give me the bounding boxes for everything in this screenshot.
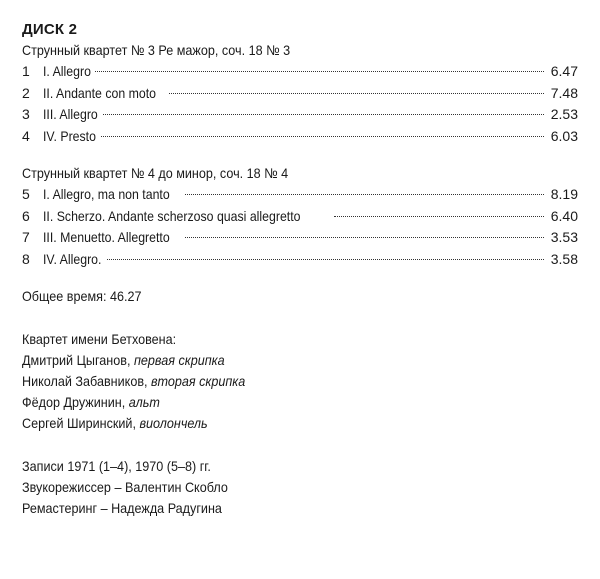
dot-leader: [103, 114, 544, 115]
track-title: II. Scherzo. Andante scherzoso quasi allegretto: [43, 207, 301, 224]
track-number: 2: [22, 84, 30, 101]
ensemble-title: Квартет имени Бетховена:: [22, 331, 177, 347]
tracklist: [22, 61, 578, 147]
booklet-page: [22, 20, 578, 519]
work-title: Струнный квартет № 3 Ре мажор, соч. 18 № 3: [22, 42, 291, 58]
track-title: III. Menuetto. Allegretto: [43, 229, 170, 245]
performer-line: [22, 392, 522, 413]
dot-leader: [185, 194, 544, 195]
performer-line: [22, 413, 522, 434]
total-time: Общее время: 46.27: [22, 288, 142, 304]
track-row: [22, 104, 578, 126]
performer-name: Дмитрий Цыганов,: [22, 352, 131, 368]
track-number: 1: [22, 63, 30, 79]
tracklist: [22, 184, 578, 270]
track-title: III. Allegro: [43, 106, 98, 122]
track-number: 8: [22, 250, 30, 267]
performer-line: [22, 371, 522, 392]
performer-name: Фёдор Дружинин,: [22, 394, 126, 410]
remastering-credit: Ремастеринг – Надежда Радугина: [22, 500, 222, 516]
track-number: 4: [22, 127, 30, 144]
track-row: [22, 227, 578, 249]
track-title: II. Andante con moto: [43, 84, 157, 101]
track-duration: 7.48: [550, 84, 578, 101]
disc-title: ДИСК 2: [22, 21, 78, 38]
dot-leader: [334, 216, 544, 217]
performer-role: виолончель: [139, 415, 208, 431]
track-row: [22, 83, 578, 105]
track-title: I. Allegro: [43, 63, 91, 79]
work-title: Струнный квартет № 4 до минор, соч. 18 № 4: [22, 165, 289, 181]
track-duration: 2.53: [550, 106, 578, 122]
track-row: [22, 249, 578, 271]
track-row: [22, 206, 578, 228]
track-row: [22, 126, 578, 148]
track-row: [22, 184, 578, 206]
track-duration: 6.40: [550, 207, 578, 224]
track-number: 7: [22, 229, 30, 245]
track-duration: 8.19: [550, 186, 578, 202]
track-number: 6: [22, 207, 30, 224]
dot-leader: [107, 259, 544, 260]
track-title: I. Allegro, ma non tanto: [43, 186, 170, 202]
performer-name: Николай Забавников,: [22, 373, 148, 389]
sound-engineer-credit: Звукорежиссер – Валентин Скобло: [22, 479, 228, 495]
performer-role: вторая скрипка: [151, 373, 246, 389]
performer-name: Сергей Ширинский,: [22, 415, 136, 431]
recording-dates: Записи 1971 (1–4), 1970 (5–8) гг.: [22, 458, 211, 474]
dot-leader: [95, 71, 544, 72]
performer-role: первая скрипка: [133, 352, 225, 368]
track-duration: 3.53: [550, 229, 578, 245]
track-row: [22, 61, 578, 83]
dot-leader: [185, 237, 544, 238]
performer-role: альт: [128, 394, 160, 410]
dot-leader: [169, 93, 544, 94]
track-duration: 6.47: [550, 63, 578, 79]
performer-line: [22, 350, 522, 371]
track-title: IV. Presto: [43, 127, 96, 144]
track-duration: 6.03: [550, 127, 578, 144]
track-number: 5: [22, 186, 30, 202]
track-title: IV. Allegro.: [43, 250, 102, 267]
track-duration: 3.58: [550, 250, 578, 267]
track-number: 3: [22, 106, 30, 122]
dot-leader: [101, 136, 544, 137]
